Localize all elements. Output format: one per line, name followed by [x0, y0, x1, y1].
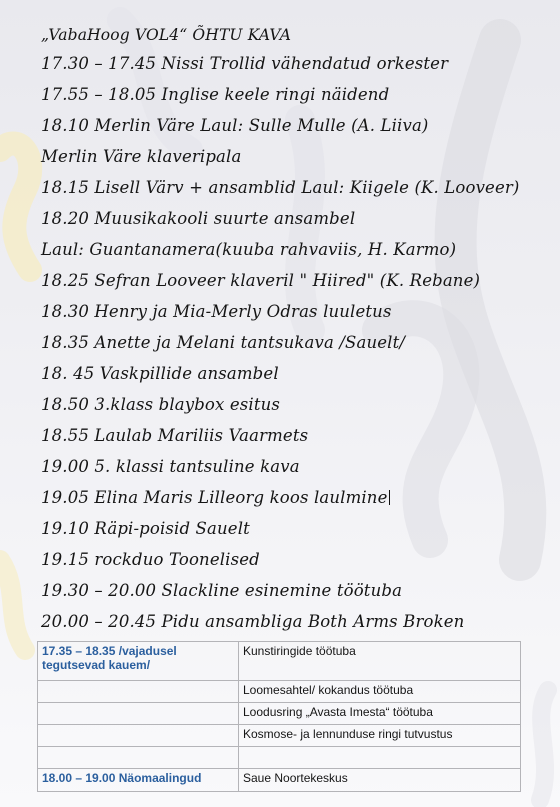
program-item: 20.00 – 20.45 Pidu ansambliga Both Arms Broken	[41, 612, 465, 631]
workshop-activity-cell	[239, 747, 521, 769]
table-row	[38, 642, 521, 681]
workshop-time-cell	[38, 681, 239, 703]
workshop-activity-cell: Loomesahtel/ kokandus töötuba	[239, 681, 521, 703]
workshop-time-cell: 17.35 – 18.35 /vajadusel tegutsevad kauem/	[38, 642, 239, 681]
table-row	[38, 703, 521, 725]
workshop-activity-cell: Kosmose- ja lennunduse ringi tutvustus	[239, 725, 521, 747]
program-title: „VabaHoog VOL4“ ÕHTU KAVA	[41, 26, 292, 44]
workshops-table	[37, 641, 521, 792]
workshop-activity-cell: Kunstiringide töötuba	[239, 642, 521, 681]
program-item: 18.10 Merlin Väre Laul: Sulle Mulle (A. Liiva)	[41, 116, 429, 135]
workshop-time-cell	[38, 747, 239, 769]
watermark-accent-right	[540, 690, 548, 800]
program-item: Laul: Guantanamera(kuuba rahvaviis, H. Karmo)	[41, 240, 457, 259]
table-row	[38, 681, 521, 703]
watermark-accent-left-1	[0, 144, 30, 270]
program-item: 19.00 5. klassi tantsuline kava	[41, 457, 300, 476]
watermark-accent-left-2	[0, 560, 25, 650]
program-item: 18.30 Henry ja Mia-Merly Odras luuletus	[41, 302, 392, 321]
program-item: 18.50 3.klass blaybox esitus	[41, 395, 280, 414]
text-cursor	[389, 490, 390, 505]
workshop-time-cell: 18.00 – 19.00 Näomaalingud	[38, 769, 239, 792]
program-item: 18.25 Sefran Looveer klaveril " Hiired" (K. Rebane)	[41, 271, 481, 290]
workshop-activity-cell: Loodusring „Avasta Imesta“ töötuba	[239, 703, 521, 725]
program-item: Merlin Väre klaveripala	[41, 147, 242, 166]
workshop-activity-cell: Saue Noortekeskus	[239, 769, 521, 792]
program-item: 19.30 – 20.00 Slackline esinemine töötuba	[41, 581, 403, 600]
program-item: 18.15 Lisell Värv + ansamblid Laul: Kiigele (K. Looveer)	[41, 178, 520, 197]
program-item: 19.10 Räpi-poisid Sauelt	[41, 519, 250, 538]
program-item: 17.30 – 17.45 Nissi Trollid vähendatud orkester	[41, 54, 449, 73]
table-row	[38, 769, 521, 792]
program-item: 17.55 – 18.05 Inglise keele ringi näidend	[41, 85, 390, 104]
evening-program	[41, 22, 541, 637]
workshop-time-cell	[38, 703, 239, 725]
program-item: 18.20 Muusikakooli suurte ansambel	[41, 209, 356, 228]
program-item-with-cursor[interactable]	[41, 482, 541, 513]
program-item: 18.55 Laulab Mariliis Vaarmets	[41, 426, 309, 445]
workshop-time-cell	[38, 725, 239, 747]
program-item-text: 19.05 Elina Maris Lilleorg koos laulmine	[41, 488, 388, 507]
table-row	[38, 725, 521, 747]
program-item: 18. 45 Vaskpillide ansambel	[41, 364, 279, 383]
table-row	[38, 747, 521, 769]
program-item: 19.15 rockduo Toonelised	[41, 550, 260, 569]
program-item: 18.35 Anette ja Melani tantsukava /Sauelt/	[41, 333, 406, 352]
